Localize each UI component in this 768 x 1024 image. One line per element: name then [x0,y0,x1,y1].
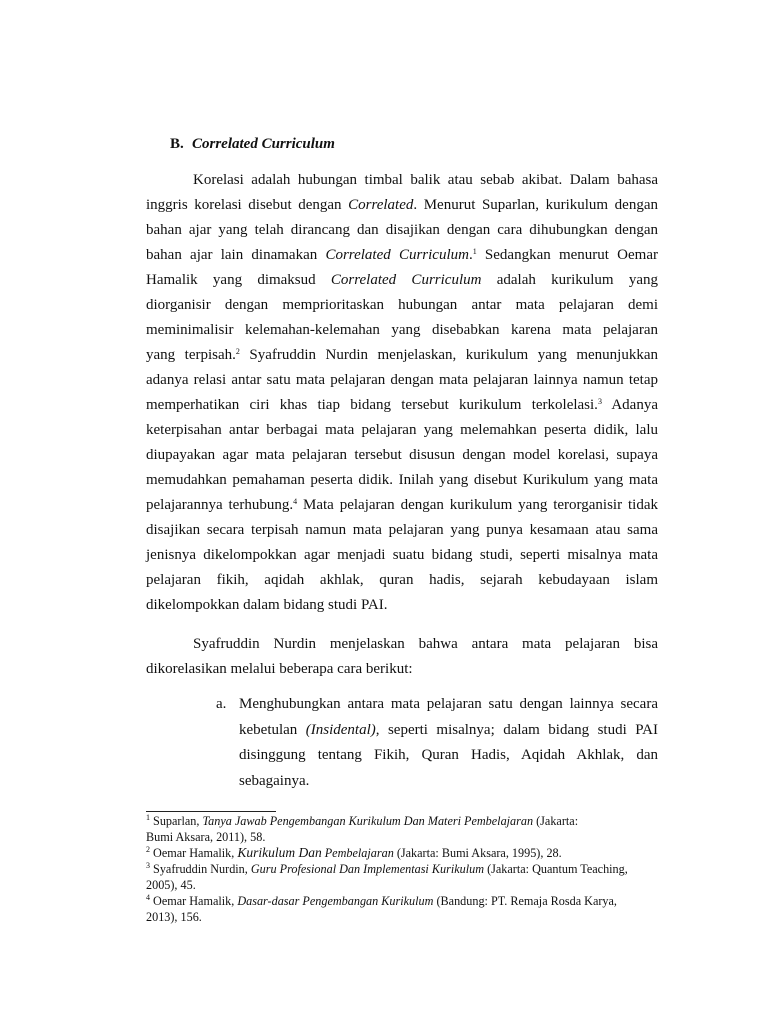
text-line: disinggung tentang Fikih, Quran Hadis, Aqidah Akhlak, dan [239,747,658,763]
text-line: Korelasi adalah hubungan timbal balik atau sebab akibat. Dalam bahasa [193,172,658,188]
text-line: sebagainya. [239,772,310,789]
footnote-ref: 3 [597,397,602,406]
footnote-2: $^2$ Oemar Hamalik, Kurikulum Dan Pembelajaran (Jakarta: Bumi Aksara, 1995), 28. [146,845,562,860]
text-line: inggris korelasi disebut dengan Correlated. Menurut Suparlan, kurikulum dengan [146,197,658,213]
text-line: dikorelasikan melalui beberapa cara berikut: [146,661,413,677]
text-line: pelajaran fikih, aqidah akhlak, quran hadis, sejarah kebudayaan islam [146,572,658,588]
body-paragraph-1 [146,168,658,618]
footnotes [146,813,658,925]
text-line: disajikan secara terpisah namun mata pelajaran yang punya kesamaan atau sama [146,522,658,538]
list-marker: a. [216,696,227,712]
text-line: adanya relasi antar satu mata pelajaran dengan mata pelajaran lainnya namun tetap [146,372,658,388]
italic-term: Correlated Curriculum [325,247,469,263]
text-line: pelajarannya terhubung.$^4$ Mata pelajaran dengan kurikulum yang terorganisir tidak [146,497,658,513]
section-title: Correlated Curriculum [192,136,335,152]
italic-term: (Insidental) [305,721,376,738]
footnote-ref: 2 [235,347,240,356]
footnote-3: $^3$ Syafruddin Nurdin, Guru Profesional Dan Implementasi Kurikulum (Jakarta: Quantum Teaching, 2005), 45. [146,861,628,892]
text-line: bahan ajar yang telah dirancang dan disajikan dengan cara dihubungkan dengan [146,222,658,238]
text-line: Hamalik yang dimaksud Correlated Curriculum adalah kurikulum yang [146,272,659,288]
footnote-1: $^1$ Suparlan, Tanya Jawab Pengembangan Kurikulum Dan Materi Pembelajaran (Jakarta: Bumi Aksara, 2011), 58. [146,813,579,844]
body-paragraph-2 [146,632,658,682]
text-line: yang terpisah.$^2$ Syafruddin Nurdin menjelaskan, kurikulum yang menunjukkan [146,347,659,363]
text-line: Syafruddin Nurdin menjelaskan bahwa antara mata pelajaran bisa [193,636,658,652]
text-line: diorganisir dengan memprioritaskan hubungan antar mata pelajaran demi [146,297,658,313]
text-line: dikelompokkan dalam bidang studi PAI. [146,597,388,613]
text-line: memudahkan pemahaman peserta didik. Inilah yang disebut Kurikulum yang mata [146,472,658,488]
text-line: memperhatikan ciri khas tiap bidang tersebut kurikulum terkolelasi.$^3$ Adanya [146,397,658,413]
italic-term: Correlated Curriculum [330,272,482,288]
text-line: Menghubungkan antara mata pelajaran satu dengan lainnya secara [239,696,658,712]
italic-term: Correlated [348,197,414,213]
text-line: diupayakan agar mata pelajaran tersebut disusun dengan model korelasi, supaya [146,447,658,463]
text-line: jenisnya dikelompokkan agar menjadi suatu bidang studi, seperti misalnya mata [146,547,658,563]
footnote-ref: 1 [472,247,477,256]
text-line: kebetulan (Insidental), seperti misalnya; dalam bidang studi PAI [239,721,659,738]
section-number: B. [170,136,184,152]
footnote-separator [146,811,276,812]
text-line: keterpisahan antar berbagai mata pelajaran yang melemahkan peserta didik, lalu [146,422,658,438]
text-line: bahan ajar lain dinamakan Correlated Curriculum.$^1$ Sedangkan menurut Oemar [146,247,658,263]
footnote-4: $^4$ Oemar Hamalik, Dasar-dasar Pengembangan Kurikulum (Bandung: PT. Remaja Rosda Karya, 2013), 156. [146,893,617,924]
text-line: meminimalisir kelemahan-kelemahan yang disebabkan karena mata pelajaran [146,322,658,338]
footnote-ref: 4 [293,497,298,506]
section-heading [170,136,335,153]
